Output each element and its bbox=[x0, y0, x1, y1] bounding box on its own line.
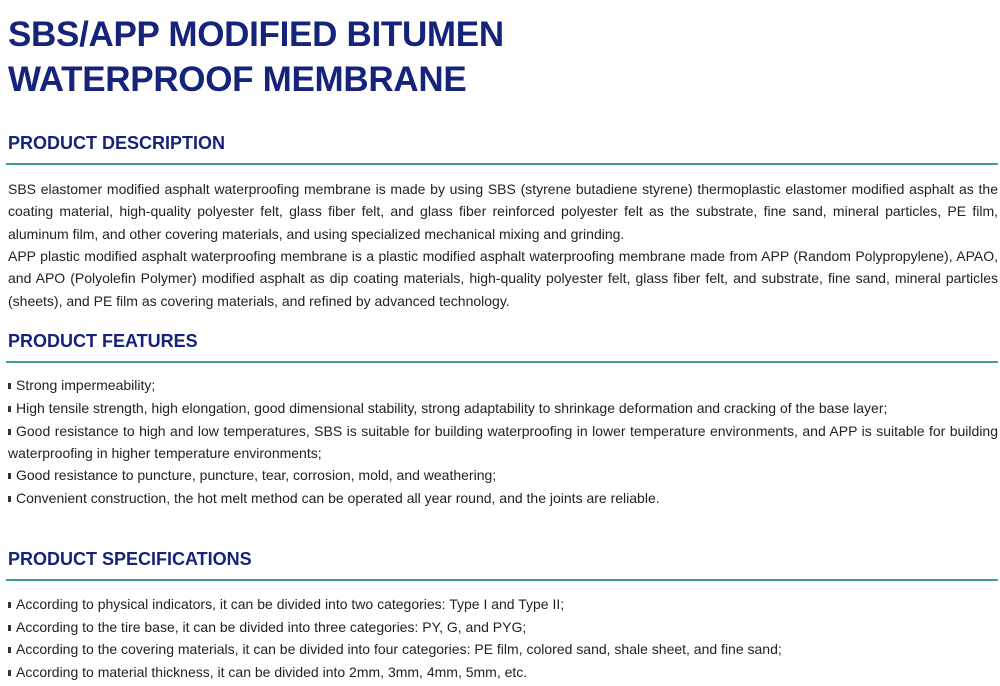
description-divider bbox=[6, 163, 998, 165]
feature-item-text: Convenient construction, the hot melt method can be operated all year round, and the joints are reliable. bbox=[16, 490, 660, 506]
square-bullet-icon bbox=[8, 496, 11, 502]
square-bullet-icon bbox=[8, 406, 11, 412]
description-heading: PRODUCT DESCRIPTION bbox=[8, 133, 226, 153]
specifications-heading: PRODUCT SPECIFICATIONS bbox=[8, 549, 252, 569]
square-bullet-icon bbox=[8, 602, 11, 608]
feature-item bbox=[8, 464, 998, 486]
feature-item bbox=[8, 420, 998, 465]
description-paragraph-sbs: SBS elastomer modified asphalt waterproofing membrane is made by using SBS (styrene butadiene styrene) thermoplastic elastomer modified asphalt as the coating material, high-quality polyester felt, glass fiber felt, and glass fiber reinforced polyester felt as the substrate, fine sand, mineral particles, PE film, aluminum film, and other covering materials, and using specialized mechanical mixing and grinding. bbox=[8, 181, 998, 242]
square-bullet-icon bbox=[8, 383, 11, 389]
feature-item-text: Good resistance to high and low temperatures, SBS is suitable for building waterproofing in lower temperature environments, and APP is suitable for building waterproofing in higher temperature environments; bbox=[8, 423, 998, 462]
specification-item bbox=[8, 593, 998, 615]
specification-item-text: According to material thickness, it can be divided into 2mm, 3mm, 4mm, 5mm, etc. bbox=[16, 664, 528, 680]
specification-item-text: According to the tire base, it can be divided into three categories: PY, G, and PYG; bbox=[16, 619, 527, 635]
square-bullet-icon bbox=[8, 429, 11, 435]
specification-item bbox=[8, 661, 998, 683]
specification-item-text: According to physical indicators, it can be divided into two categories: Type I and Type II; bbox=[16, 596, 565, 612]
specification-item bbox=[8, 638, 998, 660]
feature-item-text: High tensile strength, high elongation, good dimensional stability, strong adaptability to shrinkage deformation and cracking of the base layer; bbox=[16, 400, 888, 416]
specifications-divider bbox=[6, 579, 998, 581]
feature-item bbox=[8, 487, 998, 509]
feature-item bbox=[8, 374, 998, 396]
specification-item-text: According to the covering materials, it can be divided into four categories: PE film, colored sand, shale sheet, and fine sand; bbox=[16, 641, 782, 657]
square-bullet-icon bbox=[8, 647, 11, 653]
square-bullet-icon bbox=[8, 625, 11, 631]
page-title-line-2: WATERPROOF MEMBRANE bbox=[8, 60, 467, 99]
features-heading: PRODUCT FEATURES bbox=[8, 331, 198, 351]
feature-item-text: Good resistance to puncture, puncture, tear, corrosion, mold, and weathering; bbox=[16, 467, 497, 483]
page-title bbox=[8, 12, 504, 102]
features-divider bbox=[6, 361, 998, 363]
page-title-line-1: SBS/APP MODIFIED BITUMEN bbox=[8, 15, 504, 54]
feature-item-text: Strong impermeability; bbox=[16, 377, 156, 393]
feature-item bbox=[8, 397, 998, 419]
square-bullet-icon bbox=[8, 670, 11, 676]
description-paragraph-app: APP plastic modified asphalt waterproofing membrane is a plastic modified asphalt waterproofing membrane made from APP (Random Polypropylene), APAO, and APO (Polyolefin Polymer) modified asphalt as dip coating materials, high-quality polyester felt, glass fiber felt, and substrate, fine sand, mineral particles (sheets), and PE film as covering materials, and refined by advanced technology. bbox=[8, 248, 998, 309]
square-bullet-icon bbox=[8, 473, 11, 479]
specification-item bbox=[8, 616, 998, 638]
